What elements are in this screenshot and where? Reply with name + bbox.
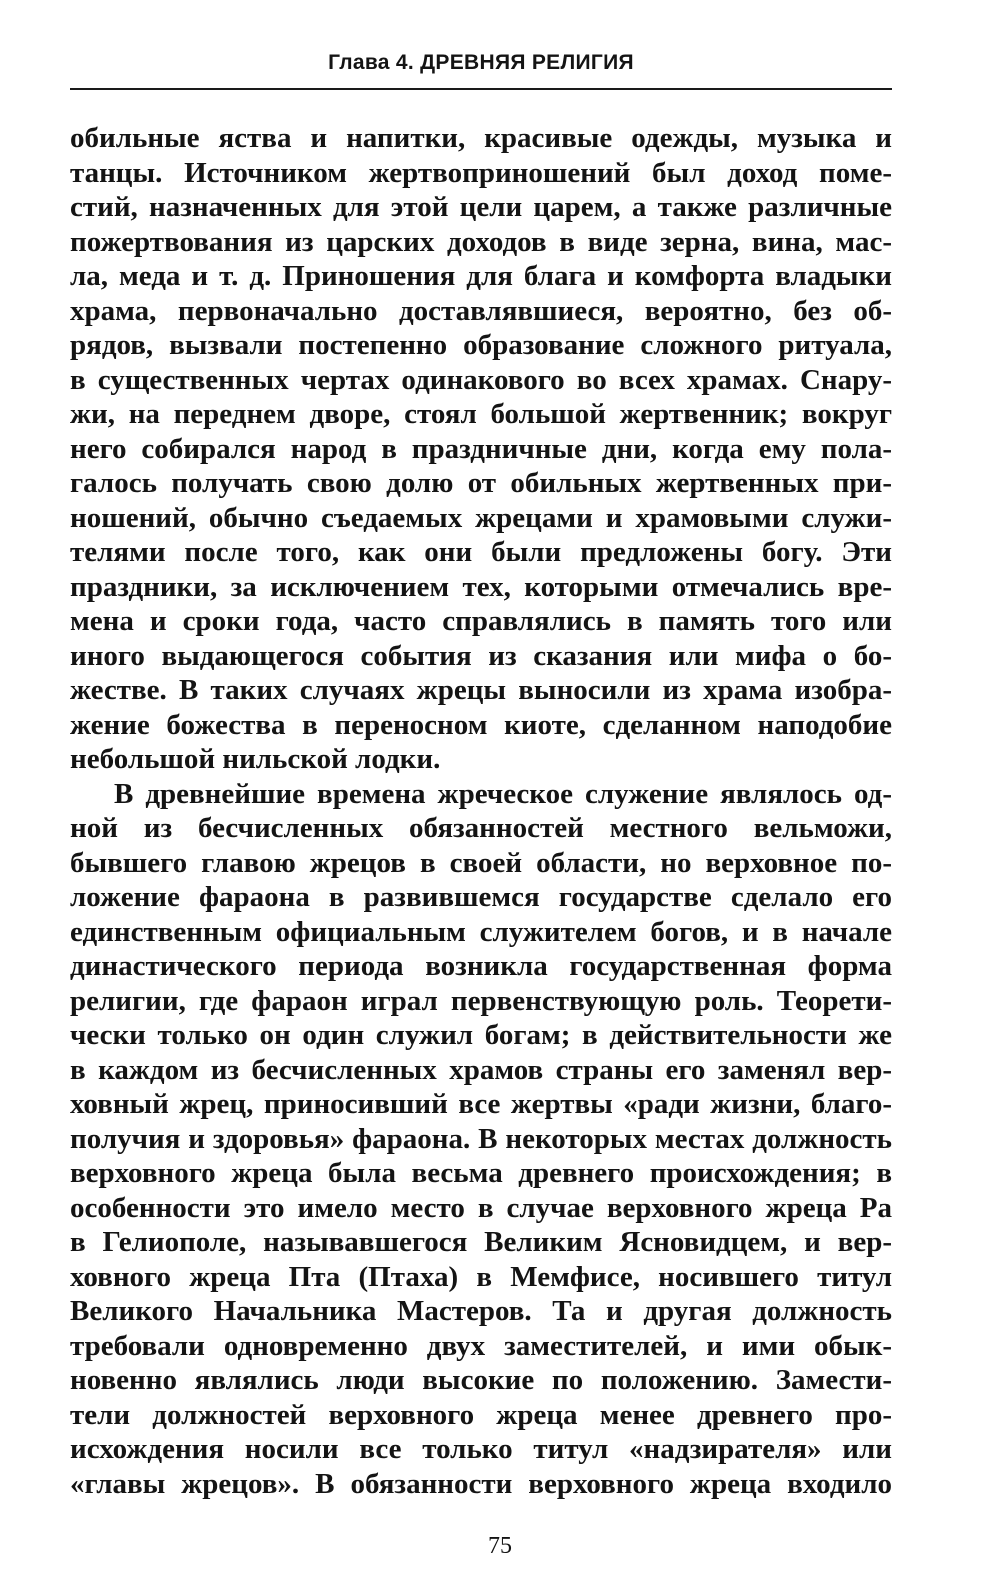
text-line: ной из бесчисленных обязанностей местного вельможи,	[70, 812, 892, 844]
text-line: ховный жрец, приносивший все жертвы «ради жизни, благо-	[70, 1088, 892, 1120]
text-line: жестве. В таких случаях жрецы выносили из храма изобра-	[70, 674, 892, 706]
text-line: него собирался народ в праздничные дни, когда ему пола-	[70, 432, 892, 465]
text-line: В древнейшие времена жреческое служение являлось од-	[114, 777, 892, 810]
text-line: ложение фараона в развившемся государстве сделало его	[70, 881, 892, 913]
paragraph-2	[70, 777, 892, 1502]
text-line: получия и здоровья» фараона. В некоторых местах должность	[70, 1122, 892, 1155]
text-line: чески только он один служил богам; в действительности же	[70, 1019, 892, 1051]
text-line: в Гелиополе, называвшегося Великим Ясновидцем, и вер-	[70, 1226, 892, 1258]
text-line: в каждом из бесчисленных храмов страны его заменял вер-	[70, 1053, 892, 1086]
header-rule	[70, 88, 892, 90]
text-line: новенно являлись люди высокие по положению. Замести-	[70, 1364, 892, 1396]
text-line: жи, на переднем дворе, стоял большой жертвенник; вокруг	[70, 398, 892, 430]
text-line: телями после того, как они были предложены богу. Эти	[70, 536, 892, 568]
text-line: галось получать свою долю от обильных жертвенных при-	[70, 467, 892, 499]
text-line: храма, первоначально доставлявшиеся, вероятно, без об-	[70, 294, 892, 327]
text-line: иного выдающегося события из сказания или мифа о бо-	[70, 639, 892, 672]
text-line: требовали одновременно двух заместителей, и ими обык-	[70, 1329, 892, 1362]
text-line: «главы жрецов». В обязанности верховного жреца входило	[70, 1467, 892, 1500]
text-line: ховного жреца Пта (Птаха) в Мемфисе, носившего титул	[70, 1260, 892, 1293]
text-line: верховного жреца была весьма древнего происхождения; в	[70, 1157, 892, 1189]
text-line: религии, где фараон играл первенствующую роль. Теорети-	[70, 984, 892, 1017]
text-line: в существенных чертах одинакового во всех храмах. Снару-	[70, 363, 892, 396]
text-line: бывшего главою жрецов в своей области, но верховное по-	[70, 846, 892, 879]
text-line: ношений, обычно съедаемых жрецами и храмовыми служи-	[70, 501, 892, 534]
text-line: пожертвования из царских доходов в виде зерна, вина, мас-	[70, 225, 892, 258]
text-line: праздники, за исключением тех, которыми отмечались вре-	[70, 570, 892, 603]
text-line: единственным официальным служителем богов, и в начале	[70, 915, 892, 948]
text-line: танцы. Источником жертвоприношений был доход поме-	[70, 156, 892, 189]
text-line: Великого Начальника Мастеров. Та и другая должность	[70, 1295, 892, 1327]
text-line: особенности это имело место в случае верховного жреца Ра	[70, 1191, 892, 1224]
text-line: стий, назначенных для этой цели царем, а также различные	[70, 191, 892, 223]
text-line: ла, меда и т. д. Приношения для блага и комфорта владыки	[70, 260, 892, 292]
page-number: 75	[488, 1533, 512, 1559]
text-line: исхождения носили все только титул «надзирателя» или	[70, 1433, 892, 1465]
text-line: небольшой нильской лодки.	[70, 743, 441, 775]
text-line: жение божества в переносном киоте, сделанном наподобие	[70, 708, 892, 741]
text-line: тели должностей верховного жреца менее древнего про-	[70, 1398, 892, 1431]
text-line: мена и сроки года, часто справлялись в память того или	[70, 605, 892, 637]
paragraph-1	[70, 121, 892, 777]
text-line: обильные яства и напитки, красивые одежды, музыка и	[70, 122, 892, 154]
text-line: рядов, вызвали постепенно образование сложного ритуала,	[70, 329, 892, 361]
text-line: династического периода возникла государственная форма	[70, 950, 892, 982]
running-head: Глава 4. ДРЕВНЯЯ РЕЛИГИЯ	[328, 51, 634, 74]
body-text	[70, 121, 892, 1501]
